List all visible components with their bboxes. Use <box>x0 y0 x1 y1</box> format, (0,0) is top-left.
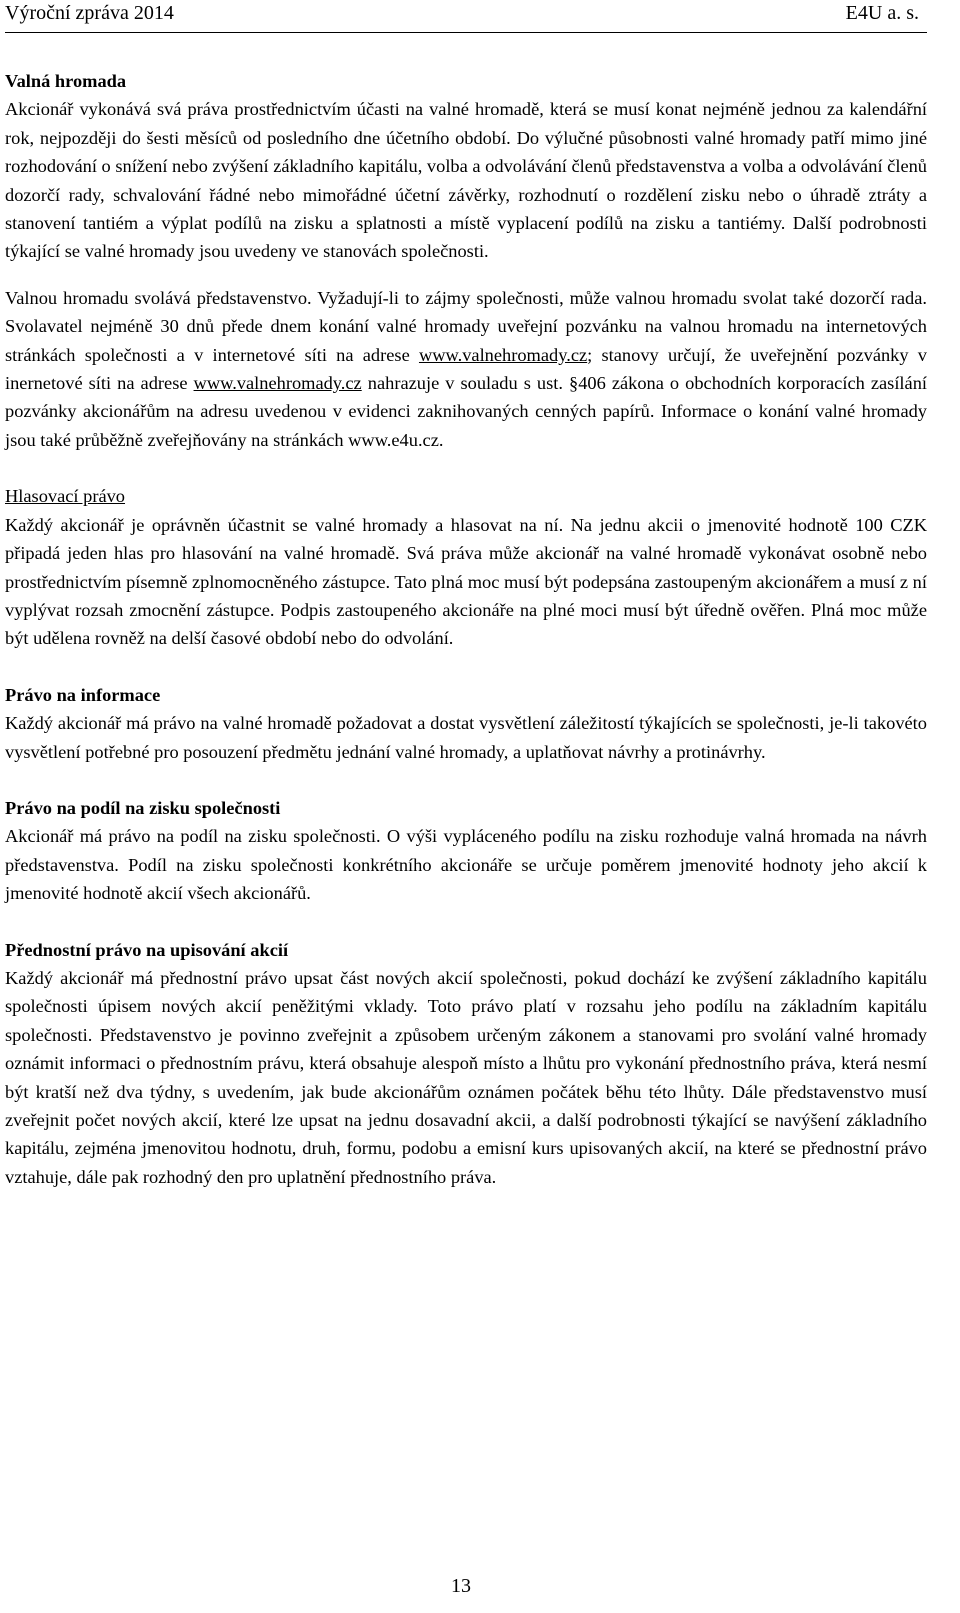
section-general-meeting <box>5 67 927 454</box>
document-body <box>5 67 927 1191</box>
section-heading: Právo na podíl na zisku společnosti <box>5 797 281 818</box>
report-title: Výroční zpráva 2014 <box>5 2 174 24</box>
page-number: 13 <box>451 1575 471 1597</box>
section-profit-share-right <box>5 794 927 908</box>
paragraph <box>5 95 927 265</box>
document-page <box>5 0 927 1191</box>
paragraph <box>5 709 927 766</box>
section-pre-emptive-right <box>5 936 927 1192</box>
paragraph-text: Akcionář má právo na podíl na zisku společnosti. O výši vypláceného podílu na zisku rozhoduje valná hromada na návrh představenstva. Podíl na zisku společnosti konkrétního akcionáře se určuje poměrem jmenovité hodnoty jeho akcií k jmenovité hodnotě akcií všech akcionářů. <box>5 826 927 904</box>
paragraph-text: Každý akcionář má právo na valné hromadě požadovat a dostat vysvětlení záležitostí týkajících se společnosti, je-li takovéto vysvětlení potřebné pro posouzení předmětu jednání valné hromady, a uplatňovat návrhy a protinávrhy. <box>5 713 927 762</box>
section-heading: Právo na informace <box>5 684 161 705</box>
section-heading: Hlasovací právo <box>5 486 126 507</box>
website-link[interactable]: www.valnehromady.cz <box>418 344 588 365</box>
paragraph-text: ; stanovy určují, že uveřejnění pozvánky v inernetové síti na adrese <box>5 344 927 394</box>
section-heading: Přednostní právo na upisování akcií <box>5 939 289 960</box>
section-voting-right <box>5 482 927 652</box>
website-link[interactable]: www.valnehromady.cz <box>193 373 362 394</box>
paragraph-text: Každý akcionář má přednostní právo upsat část nových akcií společnosti, pokud dochází ke zvýšení základního kapitálu společnosti úpisem nových akcií peněžitými vklady. Toto právo platí v rozsahu jeho podílu na základním kapitálu společnosti. Představenstvo je povinno zveřejnit a způsobem určeným zákonem a stanovami pro svolání valné hromady oznámit informaci o přednostním právu, která obsahuje alespoň místo a lhůtu pro vykonání přednostního práva, která nesmí být kratší než dva týdny, s uvedením, jak bude akcionářům oznámen počátek běhu této lhůty. Dále představenstvo musí zveřejnit počet nových akcií, které lze upsat na jednu dosavadní akcii, a další podrobnosti týkající se navýšení základního kapitálu, zejména jmenovitou hodnotu, druh, formu, podobu a emisní kurs upisovaných akcií, na které se přednostní právo vztahuje, dále pak rozhodný den pro uplatnění přednostního práva. <box>5 967 927 1187</box>
paragraph-text: Každý akcionář je oprávněn účastnit se valné hromady a hlasovat na ní. Na jednu akcii o jmenovité hodnotě 100 CZK připadá jeden hlas pro hlasování na valné hromadě. Svá práva může akcionář na valné hromadě vykonávat osobně nebo prostřednictvím písemně zplnomocněného zástupce. Tato plná moc musí být podepsána zastoupeným akcionářem a musí z ní vyplývat rozsah zmocnění zástupce. Podpis zastoupeného akcionáře na plné moci musí být úředně ověřen. Plná moc může být udělena rovněž na delší časové období nebo do odvolání. <box>5 514 927 649</box>
running-header <box>5 0 927 33</box>
paragraph <box>5 964 927 1191</box>
paragraph-text: Akcionář vykonává svá práva prostřednictvím účasti na valné hromadě, která se musí konat nejméně jednou za kalendářní rok, nejpozději do šesti měsíců od posledního dne účetního období. Do výlučné působnosti valné hromady patří mimo jiné rozhodování o snížení nebo zvýšení základního kapitálu, volba a odvolávání členů představenstva a volba a odvolávání členů dozorčí rady, schvalování řádné nebo mimořádné účetní závěrky, rozhodnutí o rozdělení zisku nebo o úhradě ztráty a stanovení tantiém a výplat podílů na zisku a splatnosti a místě vyplacení podílů na zisku a tantiémy. Další podrobnosti týkající se valné hromady jsou uvedeny ve stanovách společnosti. <box>5 99 927 262</box>
section-right-to-information <box>5 681 927 766</box>
company-name: E4U a. s. <box>845 2 919 24</box>
paragraph <box>5 822 927 907</box>
paragraph <box>5 511 927 653</box>
paragraph-text: nahrazuje v souladu s ust. §406 zákona o obchodních korporacích zasílání pozvánky akcionářům na adresu uvedenou v evidenci zaknihovaných cenných papírů. Informace o konání valné hromady jsou také průběžně zveřejňovány na stránkách www.e4u.cz. <box>5 373 927 450</box>
paragraph <box>5 284 927 454</box>
section-heading: Valná hromada <box>5 71 127 91</box>
paragraph-text: Valnou hromadu svolává představenstvo. Vyžadují-li to zájmy společnosti, může valnou hromadu svolat také dozorčí rada. Svolavatel nejméně 30 dnů přede dnem konání valné hromady uveřejní pozvánku na valnou hromadu na internetových stránkách společnosti a v internetové síti na adrese <box>5 287 927 365</box>
